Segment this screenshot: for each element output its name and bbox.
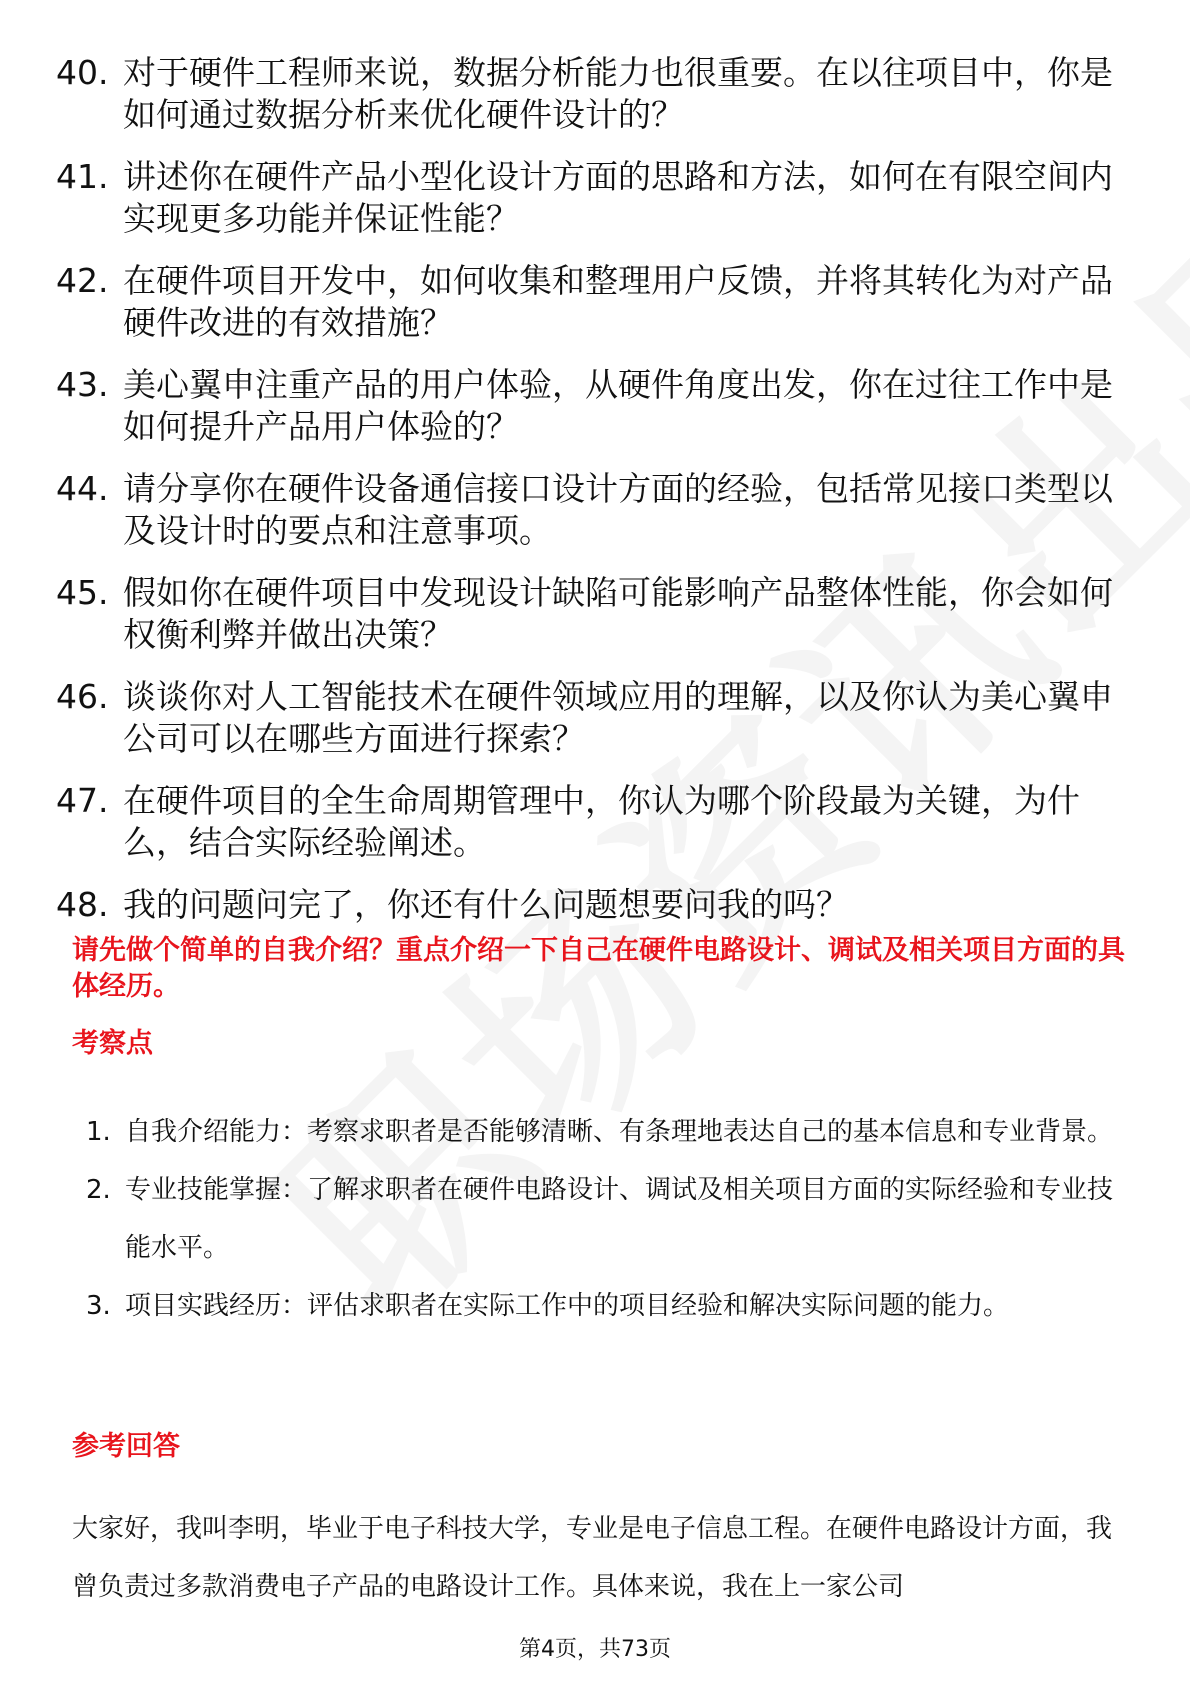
question-number: 47. <box>56 781 109 820</box>
point-text: 项目实践经历：评估求职者在实际工作中的项目经验和解决实际问题的能力。 <box>125 1291 1010 1321</box>
reference-answer-text: 大家好，我叫李明，毕业于电子科技大学，专业是电子信息工程。在硬件电路设计方面，我曾负责过多款消费电子产品的电路设计工作。具体来说，我在上一家公司 <box>72 1514 1113 1602</box>
question-number: 43. <box>56 365 109 404</box>
question-list <box>56 52 1146 946</box>
question-item <box>56 156 1146 240</box>
question-number: 42. <box>56 261 109 300</box>
question-text: 我的问题问完了，你还有什么问题想要问我的吗？ <box>123 885 849 924</box>
question-text: 谈谈你对人工智能技术在硬件领域应用的理解，以及你认为美心翼申公司可以在哪些方面进行探索？ <box>123 677 1113 758</box>
question-item <box>56 468 1146 552</box>
question-item <box>56 52 1146 136</box>
question-text: 请分享你在硬件设备通信接口设计方面的经验，包括常见接口类型以及设计时的要点和注意事项。 <box>123 469 1113 550</box>
question-text: 在硬件项目开发中，如何收集和整理用户反馈，并将其转化为对产品硬件改进的有效措施？ <box>123 261 1113 342</box>
featured-question: 请先做个简单的自我介绍？重点介绍一下自己在硬件电路设计、调试及相关项目方面的具体经历。 <box>72 935 1125 1002</box>
question-number: 41. <box>56 157 109 196</box>
question-item <box>56 572 1146 656</box>
question-item <box>56 780 1146 864</box>
question-number: 46. <box>56 677 109 716</box>
question-text: 假如你在硬件项目中发现设计缺陷可能影响产品整体性能，你会如何权衡利弊并做出决策？ <box>123 573 1113 654</box>
page-number: 第4页，共73页 <box>519 1637 671 1662</box>
question-number: 45. <box>56 573 109 612</box>
question-text: 美心翼申注重产品的用户体验，从硬件角度出发，你在过往工作中是如何提升产品用户体验的？ <box>123 365 1113 446</box>
point-number: 2. <box>86 1175 111 1205</box>
question-text: 讲述你在硬件产品小型化设计方面的思路和方法，如何在有限空间内实现更多功能并保证性能？ <box>123 157 1113 238</box>
assessment-heading: 考察点 <box>72 1028 153 1059</box>
assessment-point <box>86 1103 1136 1161</box>
point-text: 专业技能掌握：了解求职者在硬件电路设计、调试及相关项目方面的实际经验和专业技能水平。 <box>125 1175 1114 1263</box>
question-item <box>56 364 1146 448</box>
question-item <box>56 260 1146 344</box>
question-item <box>56 676 1146 760</box>
question-number: 40. <box>56 53 109 92</box>
question-item <box>56 884 1146 926</box>
reference-answer-heading: 参考回答 <box>72 1431 180 1462</box>
question-number: 44. <box>56 469 109 508</box>
point-text: 自我介绍能力：考察求职者是否能够清晰、有条理地表达自己的基本信息和专业背景。 <box>125 1117 1114 1147</box>
point-number: 1. <box>86 1117 111 1147</box>
question-number: 48. <box>56 885 109 924</box>
assessment-points <box>86 1103 1136 1335</box>
point-number: 3. <box>86 1291 111 1321</box>
assessment-point <box>86 1161 1136 1277</box>
assessment-point <box>86 1277 1136 1335</box>
question-text: 对于硬件工程师来说，数据分析能力也很重要。在以往项目中，你是如何通过数据分析来优化硬件设计的？ <box>123 53 1113 134</box>
question-text: 在硬件项目的全生命周期管理中，你认为哪个阶段最为关键，为什么，结合实际经验阐述。 <box>123 781 1080 862</box>
